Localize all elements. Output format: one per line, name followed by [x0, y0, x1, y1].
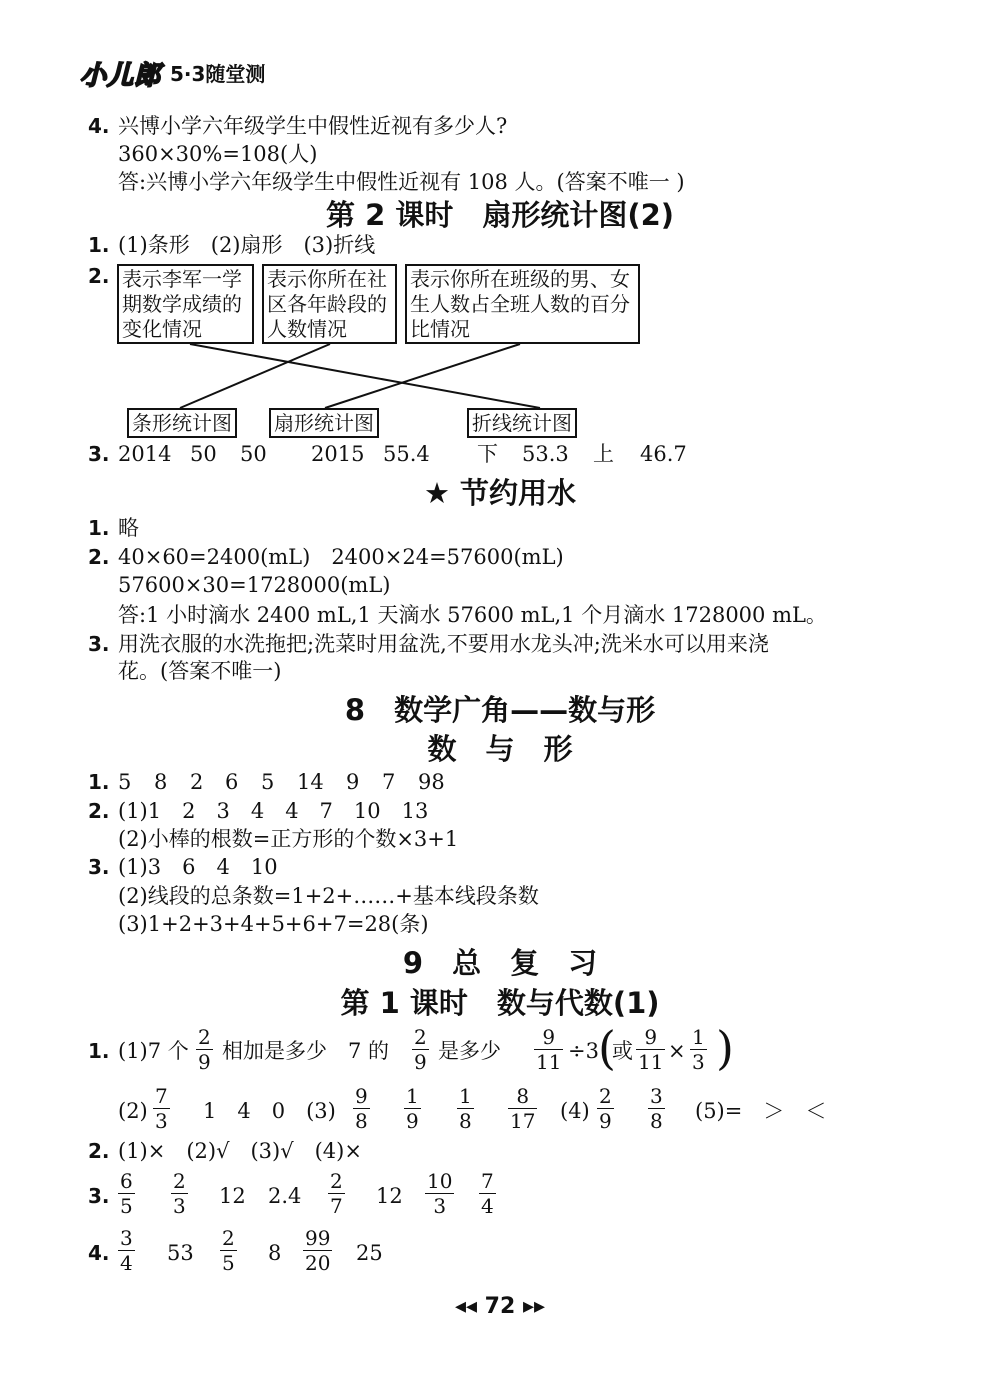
answer-line: 用洗衣服的水洗拖把;洗菜时用盆洗,不要用水龙头冲;洗米水可以用来浇: [118, 632, 769, 656]
answer-text: ×: [668, 1039, 686, 1063]
question-number: 1.: [88, 1039, 110, 1063]
fraction: 1 9: [406, 1084, 419, 1133]
answer-item: 2014: [118, 442, 172, 466]
fraction: 9 11: [638, 1025, 664, 1074]
question-number: 1.: [88, 516, 110, 540]
matching-lines: [0, 0, 1000, 460]
fraction: 7 4: [481, 1169, 494, 1218]
answer-item: 2015: [311, 442, 365, 466]
question-number: 1.: [88, 770, 110, 794]
answer-item: 98: [418, 770, 445, 794]
chapter-title: 8 数学广角——数与形: [344, 693, 656, 727]
match-box-top: 表示你所在社区各年龄段的人数情况: [262, 264, 397, 344]
answer-line: 略: [118, 516, 139, 540]
match-line: [180, 344, 330, 408]
answer-item: 2: [190, 770, 204, 794]
section-title: 第 1 课时 数与代数(1): [340, 986, 660, 1020]
series-name: 5·3随堂测: [170, 62, 266, 86]
answer-text: ÷3: [568, 1039, 599, 1063]
answer-item: 9: [346, 770, 360, 794]
fraction: 2 9: [198, 1025, 211, 1074]
fraction: 1 3: [692, 1025, 705, 1074]
fraction: 3 8: [650, 1084, 663, 1133]
fraction: 2 9: [414, 1025, 427, 1074]
fraction: 8 17: [510, 1084, 536, 1133]
fraction: 99 20: [305, 1226, 331, 1275]
answer-item: 6: [225, 770, 239, 794]
question-number: 2.: [88, 1139, 110, 1163]
fraction: 3 4: [120, 1226, 133, 1275]
fraction: 2 5: [222, 1226, 235, 1275]
question-number: 2.: [88, 799, 110, 823]
question-number: 4.: [88, 114, 110, 138]
answer-item: 下: [477, 442, 498, 466]
match-box-bottom: 折线统计图: [467, 408, 577, 438]
answer-item: 14: [297, 770, 324, 794]
match-box-bottom: 扇形统计图: [269, 408, 379, 438]
fraction: 9 8: [355, 1084, 368, 1133]
answer-item: 50: [190, 442, 217, 466]
answer-item: 8: [154, 770, 168, 794]
answer-line: (1)条形 (2)扇形 (3)折线: [118, 233, 376, 257]
question-number: 3.: [88, 442, 110, 466]
answer-text: 相加是多少 7 的: [222, 1039, 390, 1063]
question-number: 3.: [88, 632, 110, 656]
match-box-top: 表示你所在班级的男、女生人数占全班人数的百分比情况: [405, 264, 640, 344]
answer-line: (2)线段的总条数=1+2+……+基本线段条数: [118, 884, 539, 908]
answer-item: 2.4: [268, 1184, 302, 1208]
fraction: 6 5: [120, 1169, 133, 1218]
fraction: 1 8: [459, 1084, 472, 1133]
question-number: 2.: [88, 264, 110, 288]
answer-text: (1)7 个: [118, 1039, 189, 1063]
answer-item: 55.4: [383, 442, 430, 466]
chapter-title: 9 总 复 习: [402, 946, 598, 980]
question-number: 3.: [88, 1184, 110, 1208]
answer-line: 360×30%=108(人): [118, 142, 318, 166]
match-line: [190, 344, 540, 408]
answer-item: 上: [593, 442, 614, 466]
question-number: 4.: [88, 1241, 110, 1265]
answer-text: (4): [560, 1099, 590, 1123]
answer-line: (3)1+2+3+4+5+6+7=28(条): [118, 912, 429, 936]
question-number: 3.: [88, 855, 110, 879]
answer-text: 1 4 0 (3): [203, 1099, 336, 1123]
fraction: 2 9: [599, 1084, 612, 1133]
question-number: 1.: [88, 233, 110, 257]
fraction: 9 11: [536, 1025, 562, 1074]
answer-item: 25: [356, 1241, 383, 1265]
answer-line: (1)× (2)√ (3)√ (4)×: [118, 1139, 362, 1163]
section-title: ★ 节约用水: [423, 476, 577, 510]
answer-item: 12: [219, 1184, 246, 1208]
question-number: 2.: [88, 545, 110, 569]
brand-logo: 小儿郎: [80, 61, 162, 91]
answer-item: 5: [118, 770, 132, 794]
answer-text: (2): [118, 1099, 148, 1123]
match-box-top: 表示李军一学期数学成绩的变化情况: [117, 264, 254, 344]
answer-item: 53.3: [522, 442, 569, 466]
fraction: 7 3: [155, 1084, 168, 1133]
paren-left: (: [598, 1021, 616, 1075]
answer-item: 8: [268, 1241, 282, 1265]
section-title: 第 2 课时 扇形统计图(2): [325, 198, 675, 232]
fraction: 2 3: [173, 1169, 186, 1218]
answer-line: 40×60=2400(mL) 2400×24=57600(mL): [118, 545, 564, 569]
answer-item: 5: [261, 770, 275, 794]
page-number: ◂◂ 72 ▸▸: [454, 1294, 546, 1319]
fraction: 2 7: [330, 1169, 343, 1218]
answer-item: 50: [240, 442, 267, 466]
paren-right: ): [716, 1021, 734, 1075]
answer-text: (5)= ＞ ＜: [695, 1099, 827, 1123]
fraction: 10 3: [427, 1169, 453, 1218]
answer-line: 答:1 小时滴水 2400 mL,1 天滴水 57600 mL,1 个月滴水 1728000 mL。: [118, 603, 827, 627]
answer-item: 46.7: [640, 442, 687, 466]
answer-line: 57600×30=1728000(mL): [118, 573, 391, 597]
match-box-bottom: 条形统计图: [127, 408, 237, 438]
answer-item: 12: [376, 1184, 403, 1208]
answer-item: 7: [382, 770, 396, 794]
question-text: 兴博小学六年级学生中假性近视有多少人?: [118, 114, 508, 138]
answer-text: 或: [612, 1039, 633, 1063]
answer-line: 花。(答案不唯一): [118, 659, 282, 683]
answer-line: (2)小棒的根数=正方形的个数×3+1: [118, 827, 459, 851]
answer-line: (1)1 2 3 4 4 7 10 13: [118, 799, 429, 823]
answer-line: (1)3 6 4 10: [118, 855, 278, 879]
section-title: 数 与 形: [427, 732, 573, 766]
answer-line: 答:兴博小学六年级学生中假性近视有 108 人。(答案不唯一 ): [118, 170, 685, 194]
answer-item: 53: [167, 1241, 194, 1265]
answer-text: 是多少: [438, 1039, 501, 1063]
